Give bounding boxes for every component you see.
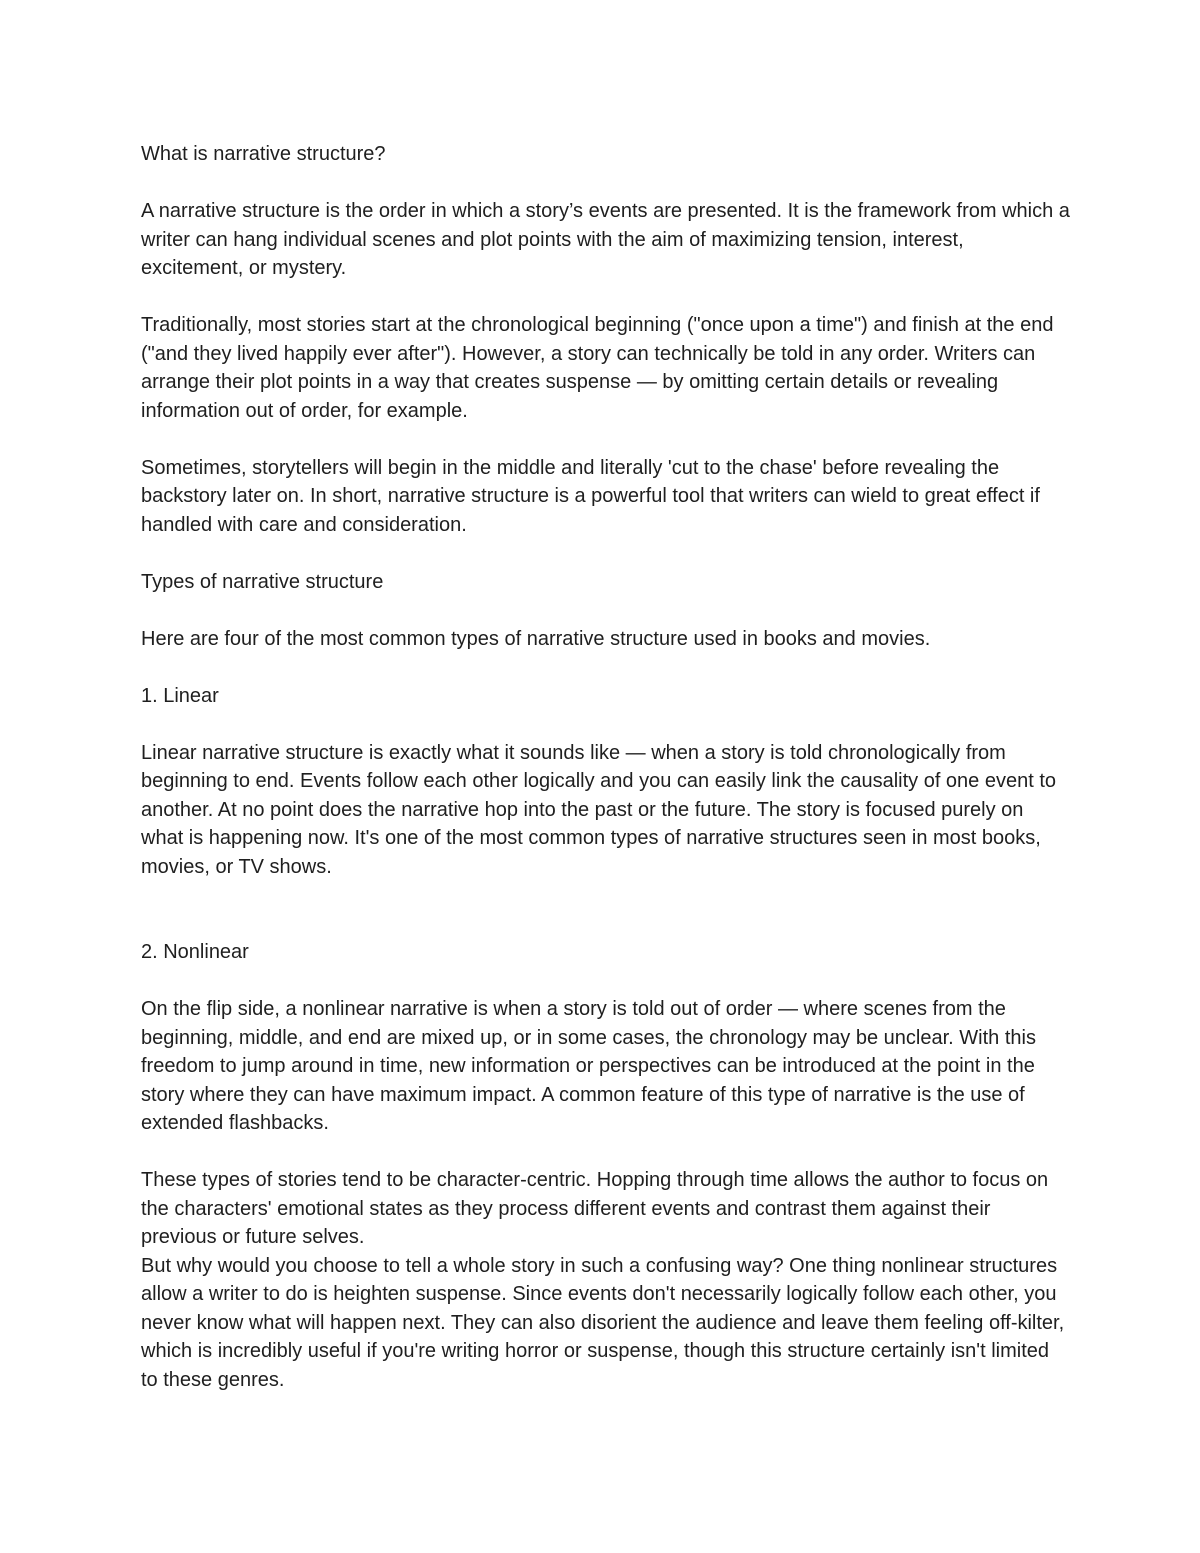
heading-what-is-narrative-structure: What is narrative structure? [141, 143, 386, 165]
document-page [141, 140, 1071, 1394]
nonlinear-paragraph-1: On the flip side, a nonlinear narrative is when a story is told out of order — where scenes from the beginning, middle, and end are mixed up, or in some cases, the chronology may be unclear. With this freedom to jump around in time, new information or perspectives can be introduced at the point in the story where they can have maximum impact. A common feature of this type of narrative is the use of extended flashbacks. [141, 998, 1036, 1134]
linear-paragraph: Linear narrative structure is exactly what it sounds like — when a story is told chronologically from beginning to end. Events follow each other logically and you can easily link the causality of one event to another. At no point does the narrative hop into the past or the future. The story is focused purely on what is happening now. It's one of the most common types of narrative structures seen in most books, movies, or TV shows. [141, 741, 1057, 878]
intro-paragraph-2: Traditionally, most stories start at the chronological beginning ("once upon a time") and finish at the end ("and they lived happily ever after"). However, a story can technically be told in any order. Writers can arrange their plot points in a way that creates suspense — by omitting certain details or revealing information out of order, for example. [141, 314, 1054, 422]
blank-line [141, 910, 1071, 939]
heading-nonlinear: 2. Nonlinear [141, 941, 249, 963]
nonlinear-paragraph-2: These types of stories tend to be character-centric. Hopping through time allows the author to focus on the characters' emotional states as they process different events and contrast them against their previous or future selves. [141, 1169, 1049, 1248]
intro-paragraph-1: A narrative structure is the order in which a story’s events are presented. It is the framework from which a writer can hang individual scenes and plot points with the aim of maximizing tension, interest, excitement, or mystery. [141, 200, 1070, 279]
heading-types-of-narrative-structure: Types of narrative structure [141, 570, 384, 593]
nonlinear-paragraph-3: But why would you choose to tell a whole story in such a confusing way? One thing nonlinear structures allow a writer to do is heighten suspense. Since events don't necessarily logically follow each other, you never know what will happen next. They can also disorient the audience and leave them feeling off-kilter, which is incredibly useful if you're writing horror or suspense, though this structure certainly isn't limited to these genres. [141, 1254, 1065, 1391]
types-intro-paragraph: Here are four of the most common types of narrative structure used in books and movies. [141, 627, 931, 650]
heading-linear: 1. Linear [141, 684, 219, 707]
intro-paragraph-3: Sometimes, storytellers will begin in the middle and literally 'cut to the chase' before revealing the backstory later on. In short, narrative structure is a powerful tool that writers can wield to great effect if handled with care and consideration. [141, 456, 1040, 536]
